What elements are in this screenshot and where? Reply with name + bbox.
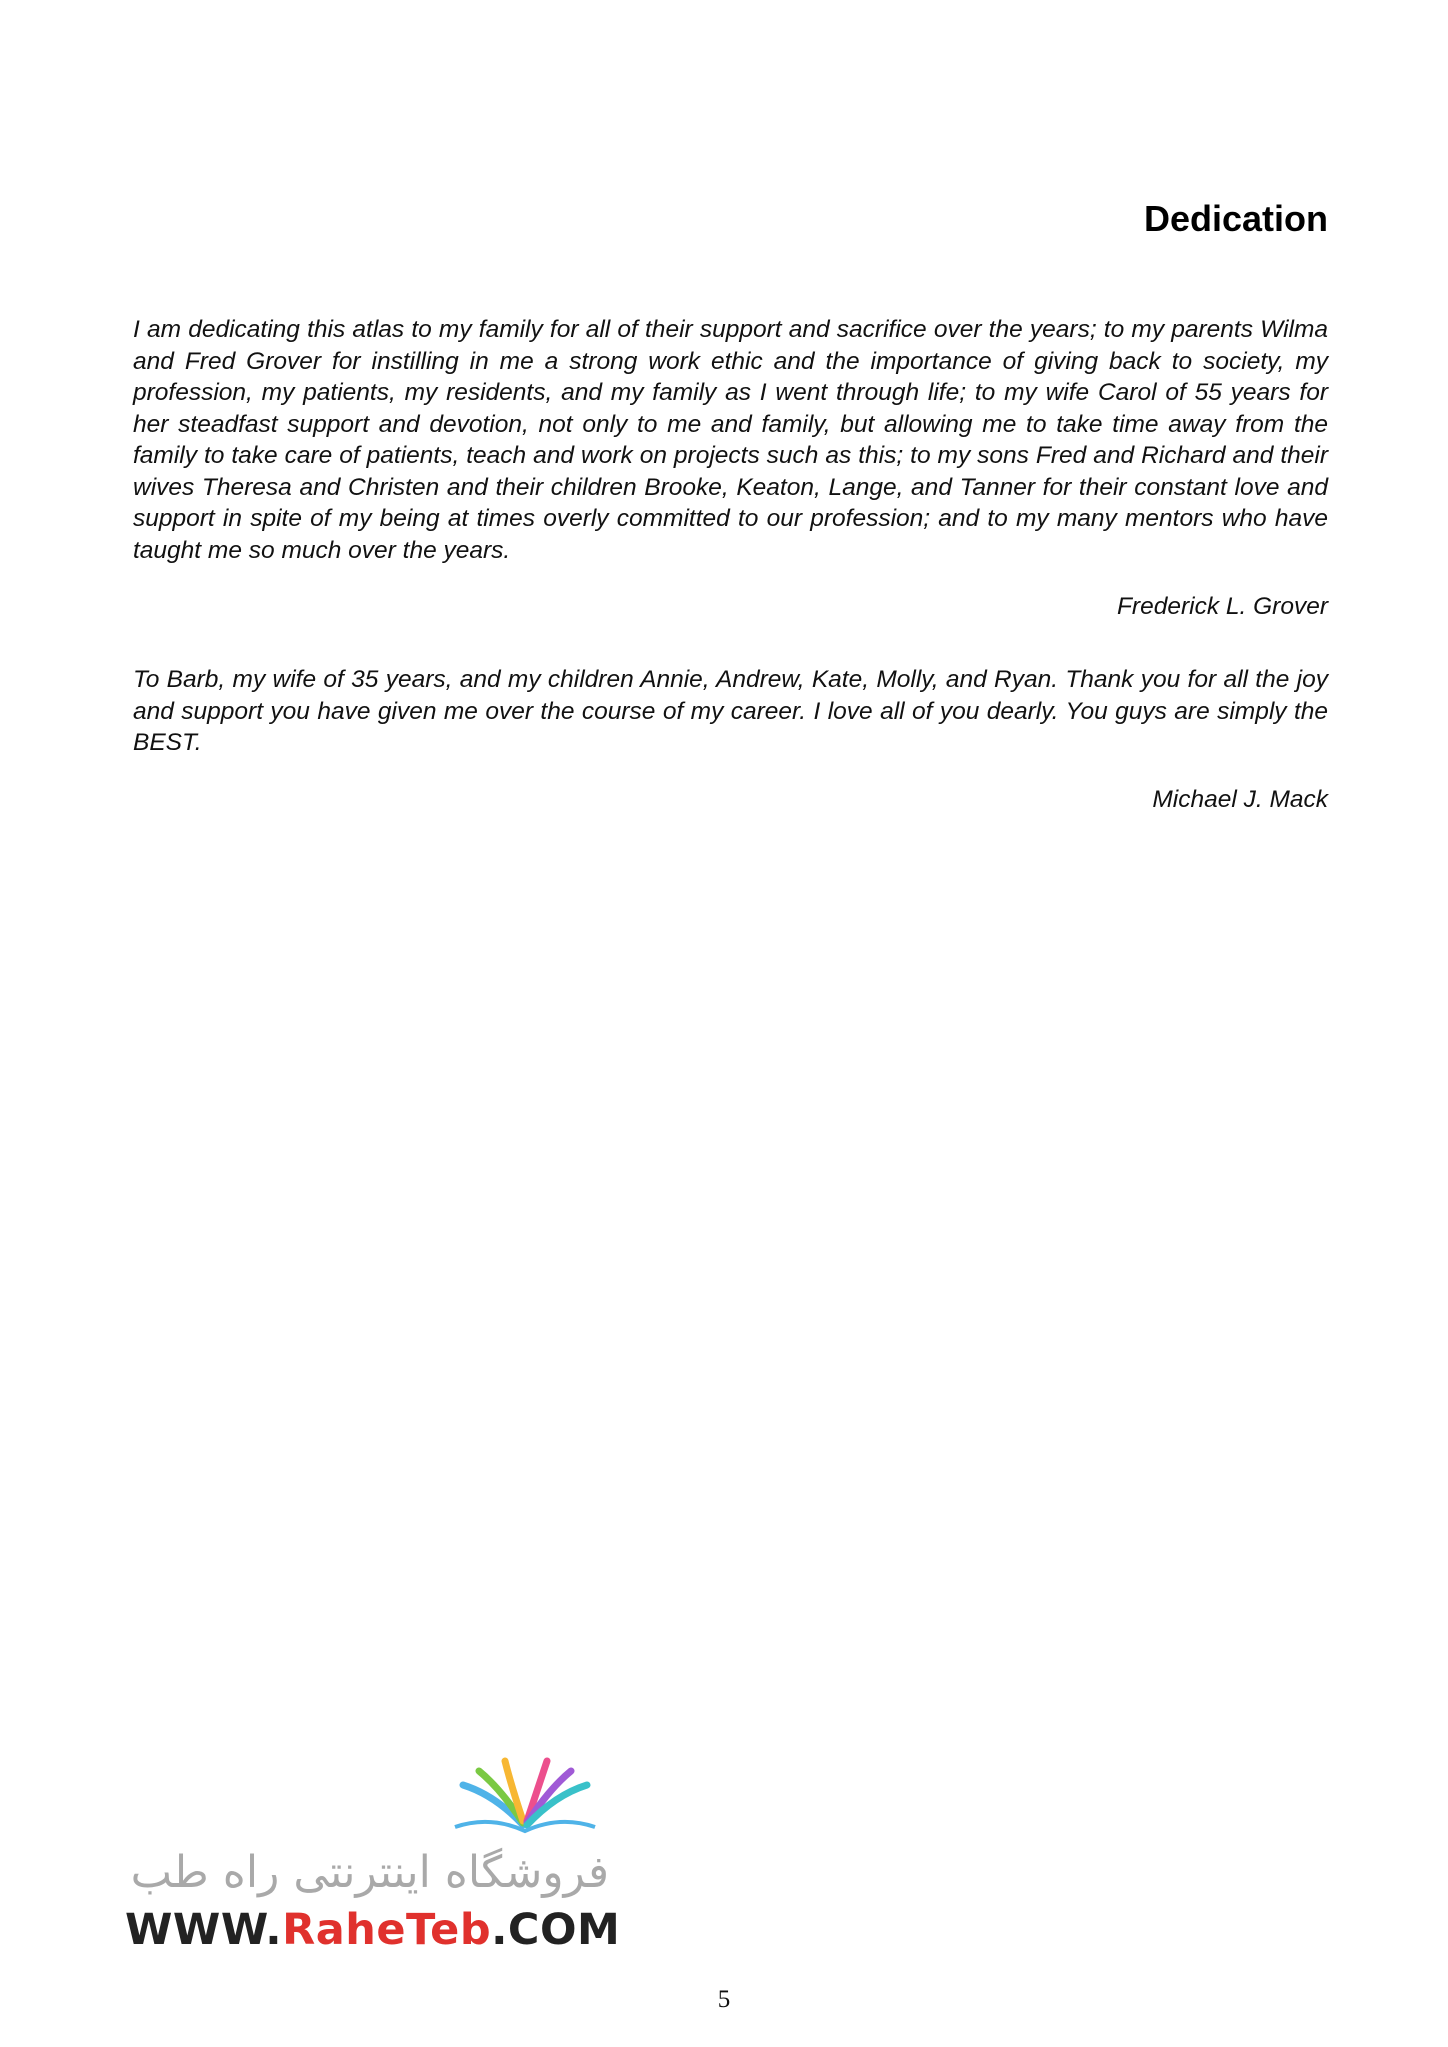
signature-grover: Frederick L. Grover	[1116, 593, 1328, 620]
raheteb-watermark	[125, 1755, 621, 1955]
page-number: 5	[717, 1986, 731, 2013]
watermark-url-prefix: WWW.	[125, 1905, 283, 1955]
dedication-paragraph-mack: To Barb, my wife of 35 years, and my children Annie, Andrew, Kate, Molly, and Ryan. Thank you for all the joy and support you have given me over the course of my career. I love all of you dearly. You guys are simply the BEST.	[133, 666, 1328, 756]
watermark-url-brand: RaheTeb	[282, 1905, 492, 1955]
watermark-url	[125, 1905, 620, 1955]
watermark-url-suffix: .COM	[491, 1905, 621, 1955]
dedication-paragraph-grover: I am dedicating this atlas to my family for all of their support and sacrifice over the years; to my parents Wilma and Fred Grover for instilling in me a strong work ethic and the importance of giving back to society, my profession, my patients, my residents, and my family as I went through life; to my wife Carol of 55 years for her steadfast support and devotion, not only to me and family, but allowing me to take time away from the family to take care of patients, teach and work on projects such as this; to my sons Fred and Richard and their wives Theresa and Christen and their children Brooke, Keaton, Lange, and Tanner for their constant love and support in spite of my being at times overly committed to our profession; and to my many mentors who have taught me so much over the years.	[133, 316, 1328, 564]
watermark-persian-text: فروشگاه اینترنتی راه طب	[130, 1847, 609, 1898]
open-book-rainbow-icon	[435, 1755, 615, 1835]
signature-mack: Michael J. Mack	[1152, 786, 1328, 813]
page-title: Dedication	[1143, 198, 1328, 239]
